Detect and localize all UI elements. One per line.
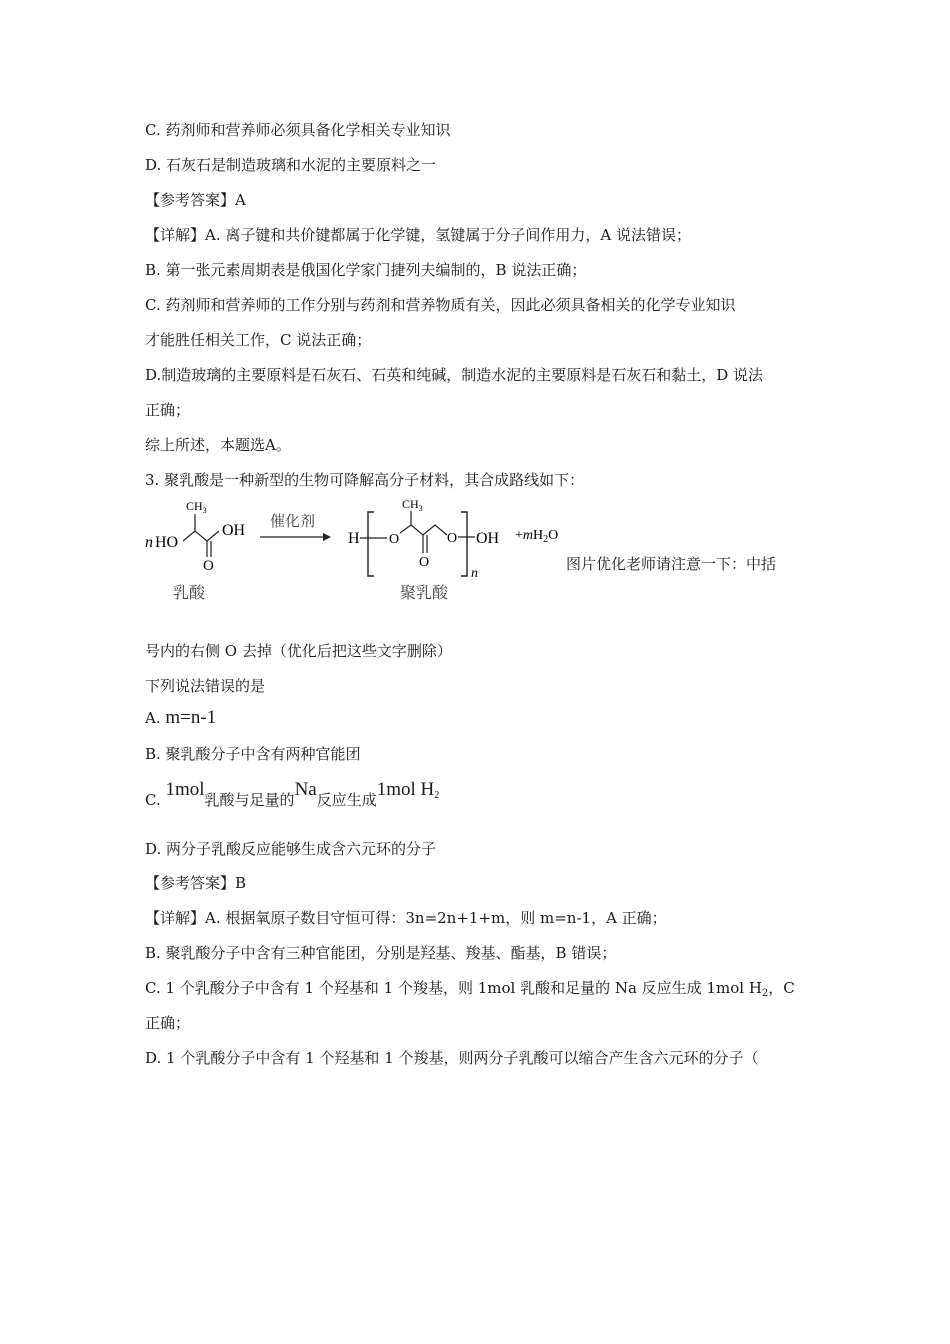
option-c-amount-1: 1mol <box>165 779 205 800</box>
option-d: D. 两分子乳酸反应能够生成含六元环的分子 <box>145 840 437 858</box>
synthesis-scheme <box>145 497 575 609</box>
scheme-ether-o: O <box>389 532 400 547</box>
summary-line: 综上所述，本题选A。 <box>145 436 291 454</box>
arrow-head <box>323 533 331 541</box>
lactic-acid-skeleton <box>183 531 219 541</box>
option-a-prefix: A. <box>145 709 166 727</box>
explanation-line: D.制造玻璃的主要原料是石灰石、石英和纯碱，制造水泥的主要原料是石灰石和黏土，D 说法 <box>145 366 764 384</box>
explanation-line: 正确； <box>145 1014 191 1032</box>
explanation-line: C. 药剂师和营养师的工作分别与药剂和营养物质有关，因此必须具备相关的化学专业知识 <box>145 296 736 314</box>
option-c-prefix: C. <box>145 791 166 809</box>
option-b: B. 聚乳酸分子中含有两种官能团 <box>145 745 361 763</box>
bracket-right <box>461 512 467 576</box>
catalyst-label: 催化剂 <box>270 514 316 530</box>
option-c-text-2: 反应生成 <box>316 791 377 809</box>
scheme-carbonyl-o: O <box>203 558 214 574</box>
explanation-line: D. 1 个乳酸分子中含有 1 个羟基和 1 个羧基，则两分子乳酸可以缩合产生含六元环的分子（ <box>145 1049 759 1067</box>
option-c <box>145 779 440 818</box>
scheme-h: H <box>348 530 360 547</box>
explanation-line: 【详解】A. 离子键和共价键都属于化学键，氢键属于分子间作用力，A 说法错误； <box>145 226 691 244</box>
text-line: D. 石灰石是制造玻璃和水泥的主要原料之一 <box>145 156 437 174</box>
option-c-amount-2: 1mol $H_2$ <box>376 779 440 801</box>
question-stem: 3. 聚乳酸是一种新型的生物可降解高分子材料，其合成路线如下： <box>145 471 585 489</box>
option-c-sodium: Na <box>294 779 317 800</box>
scheme-end-oh: OH <box>476 530 500 547</box>
label-polylactic-acid: 聚乳酸 <box>400 585 449 602</box>
answer-heading: 【参考答案】A <box>145 191 246 209</box>
explanation-line: B. 第一张元素周期表是俄国化学家门捷列夫编制的，B 说法正确； <box>145 261 587 279</box>
answer-heading: 【参考答案】B <box>145 874 247 892</box>
scheme-oh: OH <box>222 522 246 539</box>
scheme-ho: HO <box>155 534 179 551</box>
explanation-line: 正确； <box>145 401 191 419</box>
question-prompt: 下列说法错误的是 <box>145 677 266 695</box>
option-a <box>145 708 216 728</box>
scheme-water: $+mH_2O$ <box>515 528 559 545</box>
explanation-line: C. 1 个乳酸分子中含有 1 个羟基和 1 个羧基，则 1mol 乳酸和足量的 Na 反应生成 1mol $H_2$，C <box>145 979 795 999</box>
explanation-line: 【详解】A. 根据氧原子数目守恒可得：3n=2n+1+m，则 m=n-1，A 正确； <box>145 909 667 927</box>
explanation-line: B. 聚乳酸分子中含有三种官能团，分别是羟基、羧基、酯基，B 错误； <box>145 944 617 962</box>
scheme-polymer-carbonyl-o: O <box>419 555 430 570</box>
text-line: C. 药剂师和营养师必须具备化学相关专业知识 <box>145 121 451 139</box>
scheme-repeat-n: n <box>471 566 478 581</box>
option-a-formula: m=n-1 <box>165 707 217 728</box>
explanation-line: 才能胜任相关工作，C 说法正确； <box>145 331 372 349</box>
image-editor-note: 图片优化老师请注意一下：中括 <box>566 555 777 573</box>
label-lactic-acid: 乳酸 <box>173 585 206 602</box>
scheme-right-o: O <box>447 531 458 546</box>
polymer-skeleton <box>400 525 447 535</box>
text-line: 号内的右侧 O 去掉（优化后把这些文字删除） <box>145 642 452 660</box>
bracket-left <box>368 512 374 576</box>
scheme-polymer-ch3: $CH_3$ <box>402 497 423 513</box>
scheme-ch3: $CH_3$ <box>186 499 207 515</box>
option-c-text-1: 乳酸与足量的 <box>204 791 295 809</box>
scheme-n-coefficient: n <box>145 534 153 551</box>
